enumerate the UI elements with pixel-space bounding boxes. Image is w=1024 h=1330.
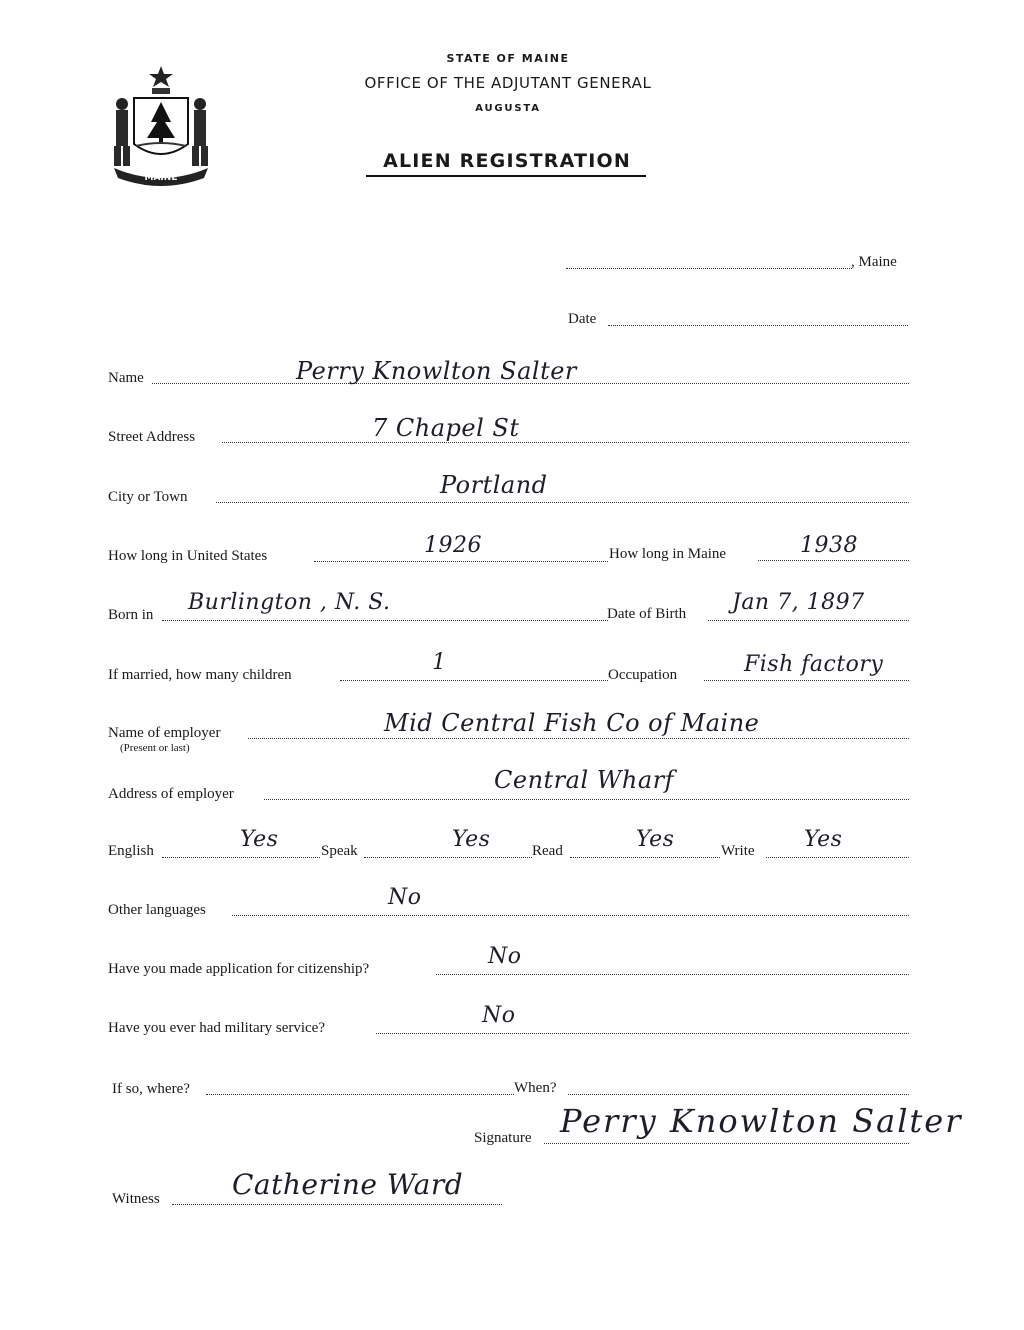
read-value: Yes: [636, 827, 675, 852]
name-value: Perry Knowlton Salter: [296, 357, 577, 385]
title-underline: [366, 175, 646, 177]
children-label: If married, how many children: [108, 667, 292, 683]
write-label: Write: [721, 843, 755, 859]
city-value: Portland: [440, 471, 548, 499]
name-label: Name: [108, 370, 144, 386]
employer-sublabel: (Present or last): [120, 742, 190, 754]
military-field[interactable]: [376, 1033, 909, 1034]
how-long-maine-field[interactable]: [758, 560, 909, 561]
how-long-us-field[interactable]: [314, 561, 608, 562]
how-long-maine-label: How long in Maine: [609, 546, 727, 562]
read-field[interactable]: [570, 857, 720, 858]
read-label: Read: [532, 843, 563, 859]
children-value: 1: [432, 650, 447, 675]
state-heading: STATE OF MAINE: [446, 52, 570, 65]
dob-value: Jan 7, 1897: [732, 590, 865, 615]
place-field[interactable]: [566, 268, 852, 269]
city-field[interactable]: [216, 502, 909, 503]
witness-field[interactable]: [172, 1204, 502, 1205]
occupation-label: Occupation: [608, 667, 678, 683]
english-field[interactable]: [162, 857, 320, 858]
when-field[interactable]: [568, 1094, 909, 1095]
born-in-value: Burlington , N. S.: [188, 590, 391, 615]
born-in-label: Born in: [108, 607, 154, 623]
citizenship-value: No: [488, 944, 522, 969]
when-label: When?: [514, 1080, 557, 1096]
employer-value: Mid Central Fish Co of Maine: [384, 709, 760, 737]
witness-label: Witness: [112, 1191, 160, 1207]
signature-field[interactable]: [544, 1143, 909, 1144]
city-heading: AUGUSTA: [475, 103, 541, 114]
write-value: Yes: [804, 827, 843, 852]
military-value: No: [482, 1003, 516, 1028]
how-long-maine-value: 1938: [800, 533, 858, 558]
speak-field[interactable]: [364, 857, 532, 858]
date-label: Date: [568, 311, 597, 327]
signature-value: Perry Knowlton Salter: [560, 1102, 963, 1140]
city-label: City or Town: [108, 489, 188, 505]
citizenship-label: Have you made application for citizenship?: [108, 961, 370, 977]
employer-field[interactable]: [248, 738, 909, 739]
military-label: Have you ever had military service?: [108, 1020, 325, 1036]
employer-address-field[interactable]: [264, 799, 909, 800]
witness-value: Catherine Ward: [232, 1168, 464, 1201]
other-languages-field[interactable]: [232, 915, 909, 916]
speak-value: Yes: [452, 827, 491, 852]
signature-label: Signature: [474, 1130, 532, 1146]
speak-label: Speak: [321, 843, 358, 859]
born-in-field[interactable]: [162, 620, 608, 621]
occupation-field[interactable]: [704, 680, 909, 681]
date-field[interactable]: [608, 325, 908, 326]
form-title: ALIEN REGISTRATION: [383, 150, 631, 172]
employer-label: Name of employer: [108, 725, 221, 741]
how-long-us-label: How long in United States: [108, 548, 268, 564]
dob-label: Date of Birth: [607, 606, 687, 622]
seal-text: MAINE: [144, 173, 178, 183]
employer-address-value: Central Wharf: [494, 766, 675, 794]
street-field[interactable]: [222, 442, 909, 443]
other-languages-value: No: [388, 885, 422, 910]
other-languages-label: Other languages: [108, 902, 206, 918]
citizenship-field[interactable]: [436, 974, 909, 975]
employer-address-label: Address of employer: [108, 786, 234, 802]
where-label: If so, where?: [112, 1081, 190, 1097]
maine-label: , Maine: [851, 254, 897, 270]
street-label: Street Address: [108, 429, 196, 445]
office-heading: OFFICE OF THE ADJUTANT GENERAL: [364, 74, 652, 92]
english-label: English: [108, 843, 154, 859]
occupation-value: Fish factory: [744, 652, 884, 677]
english-value: Yes: [240, 827, 279, 852]
children-field[interactable]: [340, 680, 608, 681]
write-field[interactable]: [766, 857, 909, 858]
street-value: 7 Chapel St: [372, 414, 520, 442]
where-field[interactable]: [206, 1094, 514, 1095]
how-long-us-value: 1926: [424, 533, 482, 558]
dob-field[interactable]: [708, 620, 909, 621]
